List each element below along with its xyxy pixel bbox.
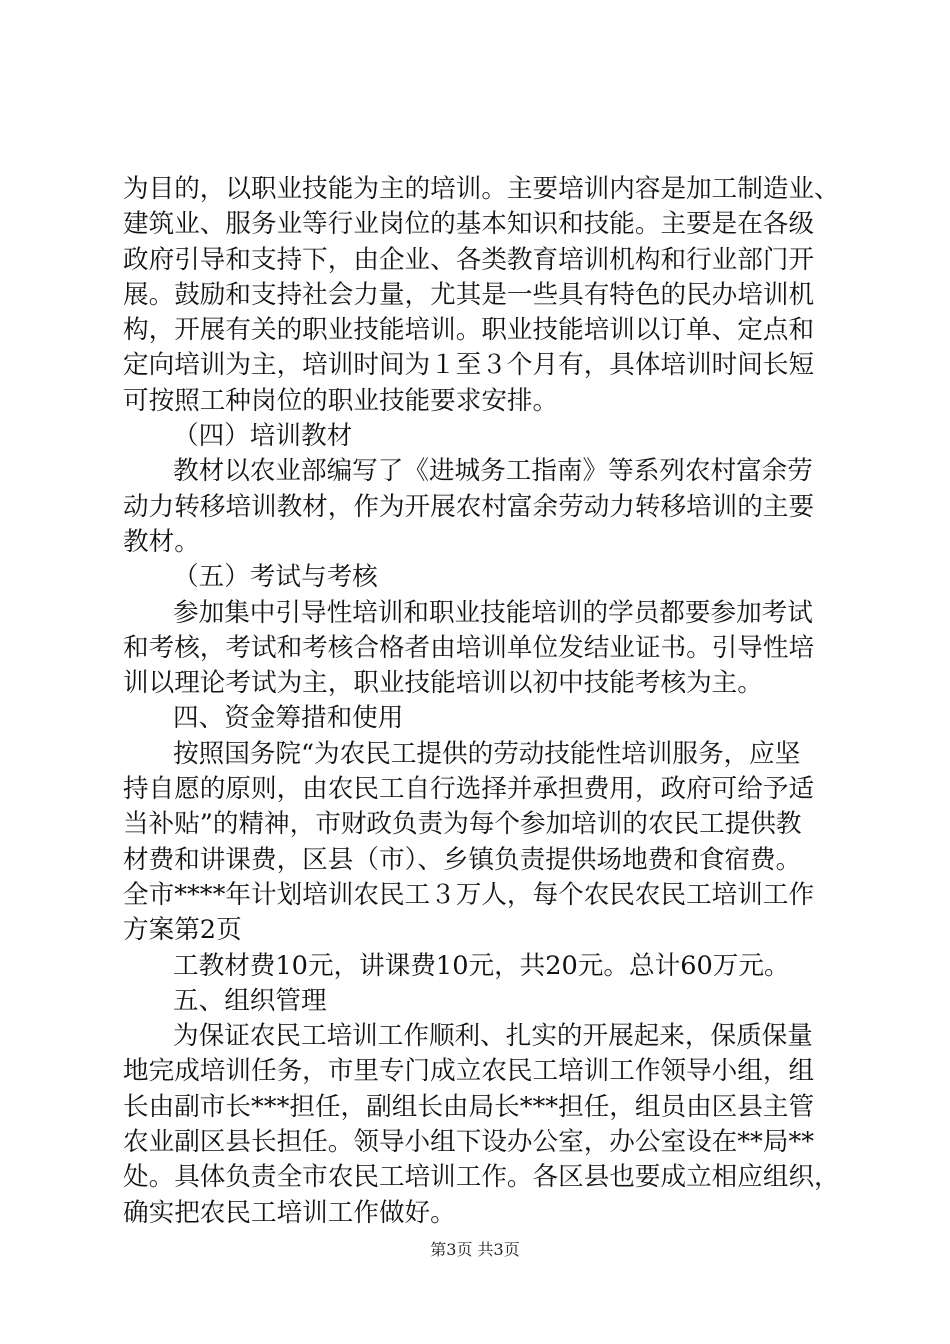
text-line: 参加集中引导性培训和职业技能培训的学员都要参加考试 [173,597,813,628]
text-line: 教材以农业部编写了《进城务工指南》等系列农村富余劳 [173,456,813,487]
text-line: 动力转移培训教材，作为开展农村富余劳动力转移培训的主要 [123,491,815,522]
text-line: 建筑业、服务业等行业岗位的基本知识和技能。主要是在各级 [123,209,815,240]
section-heading: 五、组织管理 [173,985,327,1016]
text-line: 处。具体负责全市农民工培训工作。各区县也要成立相应组织， [123,1162,840,1193]
text-line: 展。鼓励和支持社会力量，尤其是一些具有特色的民办培训机 [123,279,815,310]
text-line: 为保证农民工培训工作顺利、扎实的开展起来，保质保量 [173,1021,813,1052]
text-line: 材费和讲课费，区县（市）、乡镇负责提供场地费和食宿费。 [123,844,802,875]
text-line: 农业副区县长担任。领导小组下设办公室，办公室设在**局** [123,1127,815,1158]
text-line: 按照国务院“为农民工提供的劳动技能性培训服务，应坚 [173,738,801,769]
page-footer: 第3页 共3页 [430,1240,520,1259]
text-line: 方案第2页 [123,915,242,946]
text-line: 可按照工种岗位的职业技能要求安排。 [123,385,559,416]
text-line: 地完成培训任务，市里专门成立农民工培训工作领导小组，组 [123,1056,815,1087]
text-line: 长由副市长***担任，副组长由局长***担任，组员由区县主管 [123,1091,815,1122]
text-line: 确实把农民工培训工作做好。 [123,1197,456,1228]
text-line: 工教材费10元，讲课费10元，共20元。总计60万元。 [173,950,790,981]
text-line: 当补贴”的精神，市财政负责为每个参加培训的农民工提供教 [123,809,802,840]
text-line: 全市****年计划培训农民工３万人，每个农民农民工培训工作 [123,879,815,910]
text-line: 持自愿的原则，由农民工自行选择并承担费用，政府可给予适 [123,774,815,805]
body-text [123,172,843,1231]
text-line: 训以理论考试为主，职业技能培训以初中技能考核为主。 [123,668,763,699]
section-heading: （四）培训教材 [173,421,353,452]
section-heading: 四、资金筹措和使用 [173,703,404,734]
text-line: 教材。 [123,526,200,557]
text-line: 构，开展有关的职业技能培训。职业技能培训以订单、定点和 [123,315,815,346]
text-line: 定向培训为主，培训时间为１至３个月有，具体培训时间长短 [123,350,815,381]
text-line: 和考核，考试和考核合格者由培训单位发结业证书。引导性培 [123,632,815,663]
text-line: 政府引导和支持下，由企业、各类教育培训机构和行业部门开 [123,244,815,275]
text-line: 为目的，以职业技能为主的培训。主要培训内容是加工制造业、 [123,174,840,204]
section-heading: （五）考试与考核 [173,562,378,593]
